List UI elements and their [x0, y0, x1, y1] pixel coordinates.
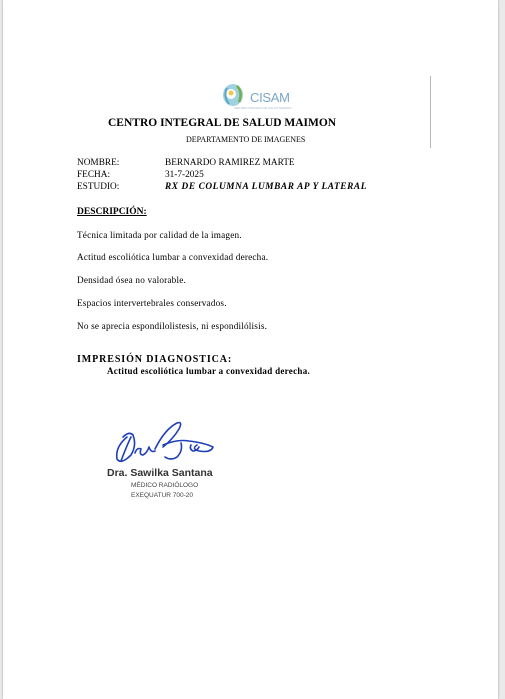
handwritten-signature	[107, 415, 222, 473]
finding-item: Densidad ósea no valorable.	[77, 275, 186, 285]
description-heading: DESCRIPCIÓN:	[77, 207, 147, 217]
impression-text: Actitud escoliótica lumbar a convexidad derecha.	[107, 366, 311, 376]
date-label: FECHA:	[77, 170, 111, 180]
study-label: ESTUDIO:	[77, 182, 120, 192]
finding-item: Técnica limitada por calidad de la imagen.	[77, 230, 242, 240]
logo-text: CISAM	[250, 90, 290, 105]
signer-role: MÉDICO RADIÓLOGO	[131, 482, 199, 489]
logo-subtext: CENTRO INTEGRAL DE SALUD MAIMON	[234, 106, 292, 110]
signer-license: EXEQUATUR 700-20	[131, 492, 194, 499]
finding-item: No se aprecia espondilolistesis, ni espondilólisis.	[77, 321, 268, 331]
margin-rule	[430, 76, 431, 148]
department-title: DEPARTAMENTO DE IMAGENES	[186, 135, 306, 144]
impression-heading: IMPRESIÓN DIAGNOSTICA:	[77, 354, 233, 365]
name-value: BERNARDO RAMIREZ MARTE	[165, 158, 295, 168]
study-value: RX DE COLUMNA LUMBAR AP Y LATERAL	[165, 182, 367, 192]
signer-name: Dra. Sawilka Santana	[107, 467, 213, 479]
clinic-title: CENTRO INTEGRAL DE SALUD MAIMON	[108, 117, 337, 129]
document-page	[3, 0, 498, 699]
finding-item: Espacios intervertebrales conservados.	[77, 298, 227, 308]
finding-item: Actitud escoliótica lumbar a convexidad derecha.	[77, 252, 269, 262]
date-value: 31-7-2025	[165, 170, 204, 180]
name-label: NOMBRE:	[77, 158, 120, 168]
